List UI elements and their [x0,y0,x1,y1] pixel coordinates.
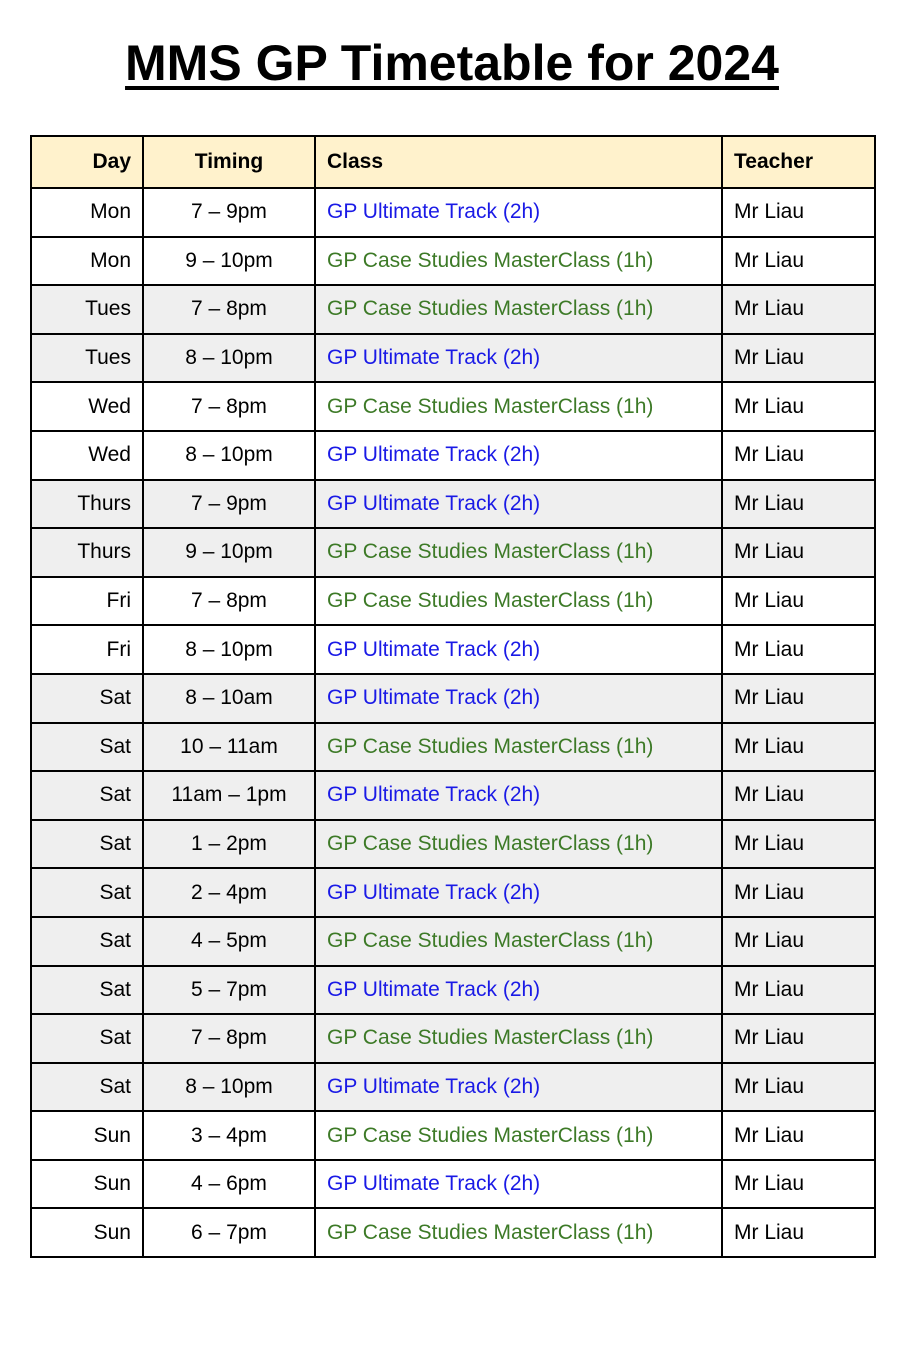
day-cell: Sun [31,1208,143,1257]
day-cell: Sat [31,868,143,917]
timing-cell: 10 – 11am [143,723,315,772]
table-row [31,917,875,966]
day-cell: Sat [31,723,143,772]
timing-cell: 11am – 1pm [143,771,315,820]
class-cell: GP Ultimate Track (2h) [315,334,722,383]
header-timing: Timing [143,136,315,188]
table-row [31,188,875,237]
teacher-cell: Mr Liau [722,382,875,431]
day-cell: Thurs [31,480,143,529]
day-cell: Sat [31,1063,143,1112]
header-teacher: Teacher [722,136,875,188]
timing-cell: 5 – 7pm [143,966,315,1015]
day-cell: Fri [31,577,143,626]
teacher-cell: Mr Liau [722,1208,875,1257]
class-cell: GP Case Studies MasterClass (1h) [315,1111,722,1160]
teacher-cell: Mr Liau [722,674,875,723]
table-row [31,237,875,286]
class-cell: GP Ultimate Track (2h) [315,1160,722,1209]
timing-cell: 4 – 5pm [143,917,315,966]
teacher-cell: Mr Liau [722,1014,875,1063]
teacher-cell: Mr Liau [722,771,875,820]
day-cell: Sat [31,917,143,966]
timing-cell: 9 – 10pm [143,237,315,286]
table-row [31,577,875,626]
timing-cell: 8 – 10pm [143,334,315,383]
day-cell: Tues [31,334,143,383]
table-row [31,625,875,674]
day-cell: Fri [31,625,143,674]
teacher-cell: Mr Liau [722,237,875,286]
timing-cell: 6 – 7pm [143,1208,315,1257]
timing-cell: 8 – 10pm [143,431,315,480]
day-cell: Sat [31,1014,143,1063]
timing-cell: 1 – 2pm [143,820,315,869]
day-cell: Sat [31,674,143,723]
class-cell: GP Ultimate Track (2h) [315,431,722,480]
class-cell: GP Case Studies MasterClass (1h) [315,820,722,869]
table-row [31,528,875,577]
class-cell: GP Ultimate Track (2h) [315,868,722,917]
teacher-cell: Mr Liau [722,1160,875,1209]
class-cell: GP Case Studies MasterClass (1h) [315,1208,722,1257]
timing-cell: 4 – 6pm [143,1160,315,1209]
day-cell: Sun [31,1111,143,1160]
day-cell: Mon [31,237,143,286]
class-cell: GP Case Studies MasterClass (1h) [315,382,722,431]
teacher-cell: Mr Liau [722,577,875,626]
header-day: Day [31,136,143,188]
day-cell: Thurs [31,528,143,577]
teacher-cell: Mr Liau [722,966,875,1015]
timing-cell: 7 – 8pm [143,382,315,431]
table-row [31,285,875,334]
table-row [31,382,875,431]
teacher-cell: Mr Liau [722,820,875,869]
class-cell: GP Case Studies MasterClass (1h) [315,528,722,577]
class-cell: GP Ultimate Track (2h) [315,674,722,723]
timing-cell: 7 – 8pm [143,285,315,334]
timing-cell: 8 – 10am [143,674,315,723]
header-row [31,136,875,188]
class-cell: GP Case Studies MasterClass (1h) [315,1014,722,1063]
class-cell: GP Case Studies MasterClass (1h) [315,917,722,966]
class-cell: GP Ultimate Track (2h) [315,966,722,1015]
class-cell: GP Ultimate Track (2h) [315,480,722,529]
class-cell: GP Case Studies MasterClass (1h) [315,723,722,772]
table-row [31,431,875,480]
day-cell: Sun [31,1160,143,1209]
timing-cell: 2 – 4pm [143,868,315,917]
table-row [31,1208,875,1257]
table-row [31,820,875,869]
day-cell: Wed [31,382,143,431]
teacher-cell: Mr Liau [722,723,875,772]
timing-cell: 9 – 10pm [143,528,315,577]
teacher-cell: Mr Liau [722,285,875,334]
table-row [31,674,875,723]
teacher-cell: Mr Liau [722,334,875,383]
day-cell: Sat [31,771,143,820]
class-cell: GP Case Studies MasterClass (1h) [315,237,722,286]
class-cell: GP Case Studies MasterClass (1h) [315,577,722,626]
table-row [31,480,875,529]
timing-cell: 8 – 10pm [143,625,315,674]
teacher-cell: Mr Liau [722,188,875,237]
timing-cell: 7 – 8pm [143,577,315,626]
class-cell: GP Ultimate Track (2h) [315,1063,722,1112]
day-cell: Sat [31,966,143,1015]
table-row [31,771,875,820]
table-row [31,334,875,383]
timing-cell: 7 – 9pm [143,188,315,237]
table-row [31,723,875,772]
class-cell: GP Ultimate Track (2h) [315,771,722,820]
timing-cell: 7 – 9pm [143,480,315,529]
teacher-cell: Mr Liau [722,431,875,480]
teacher-cell: Mr Liau [722,528,875,577]
table-row [31,1063,875,1112]
day-cell: Mon [31,188,143,237]
table-row [31,1160,875,1209]
class-cell: GP Ultimate Track (2h) [315,625,722,674]
teacher-cell: Mr Liau [722,1111,875,1160]
table-row [31,1111,875,1160]
timetable [30,135,876,1258]
teacher-cell: Mr Liau [722,1063,875,1112]
page-title: MMS GP Timetable for 2024 [125,35,779,91]
table-row [31,966,875,1015]
table-row [31,1014,875,1063]
timing-cell: 8 – 10pm [143,1063,315,1112]
teacher-cell: Mr Liau [722,917,875,966]
teacher-cell: Mr Liau [722,480,875,529]
day-cell: Tues [31,285,143,334]
timing-cell: 7 – 8pm [143,1014,315,1063]
teacher-cell: Mr Liau [722,625,875,674]
class-cell: GP Case Studies MasterClass (1h) [315,285,722,334]
day-cell: Sat [31,820,143,869]
timing-cell: 3 – 4pm [143,1111,315,1160]
table-row [31,868,875,917]
class-cell: GP Ultimate Track (2h) [315,188,722,237]
teacher-cell: Mr Liau [722,868,875,917]
day-cell: Wed [31,431,143,480]
header-class: Class [315,136,722,188]
